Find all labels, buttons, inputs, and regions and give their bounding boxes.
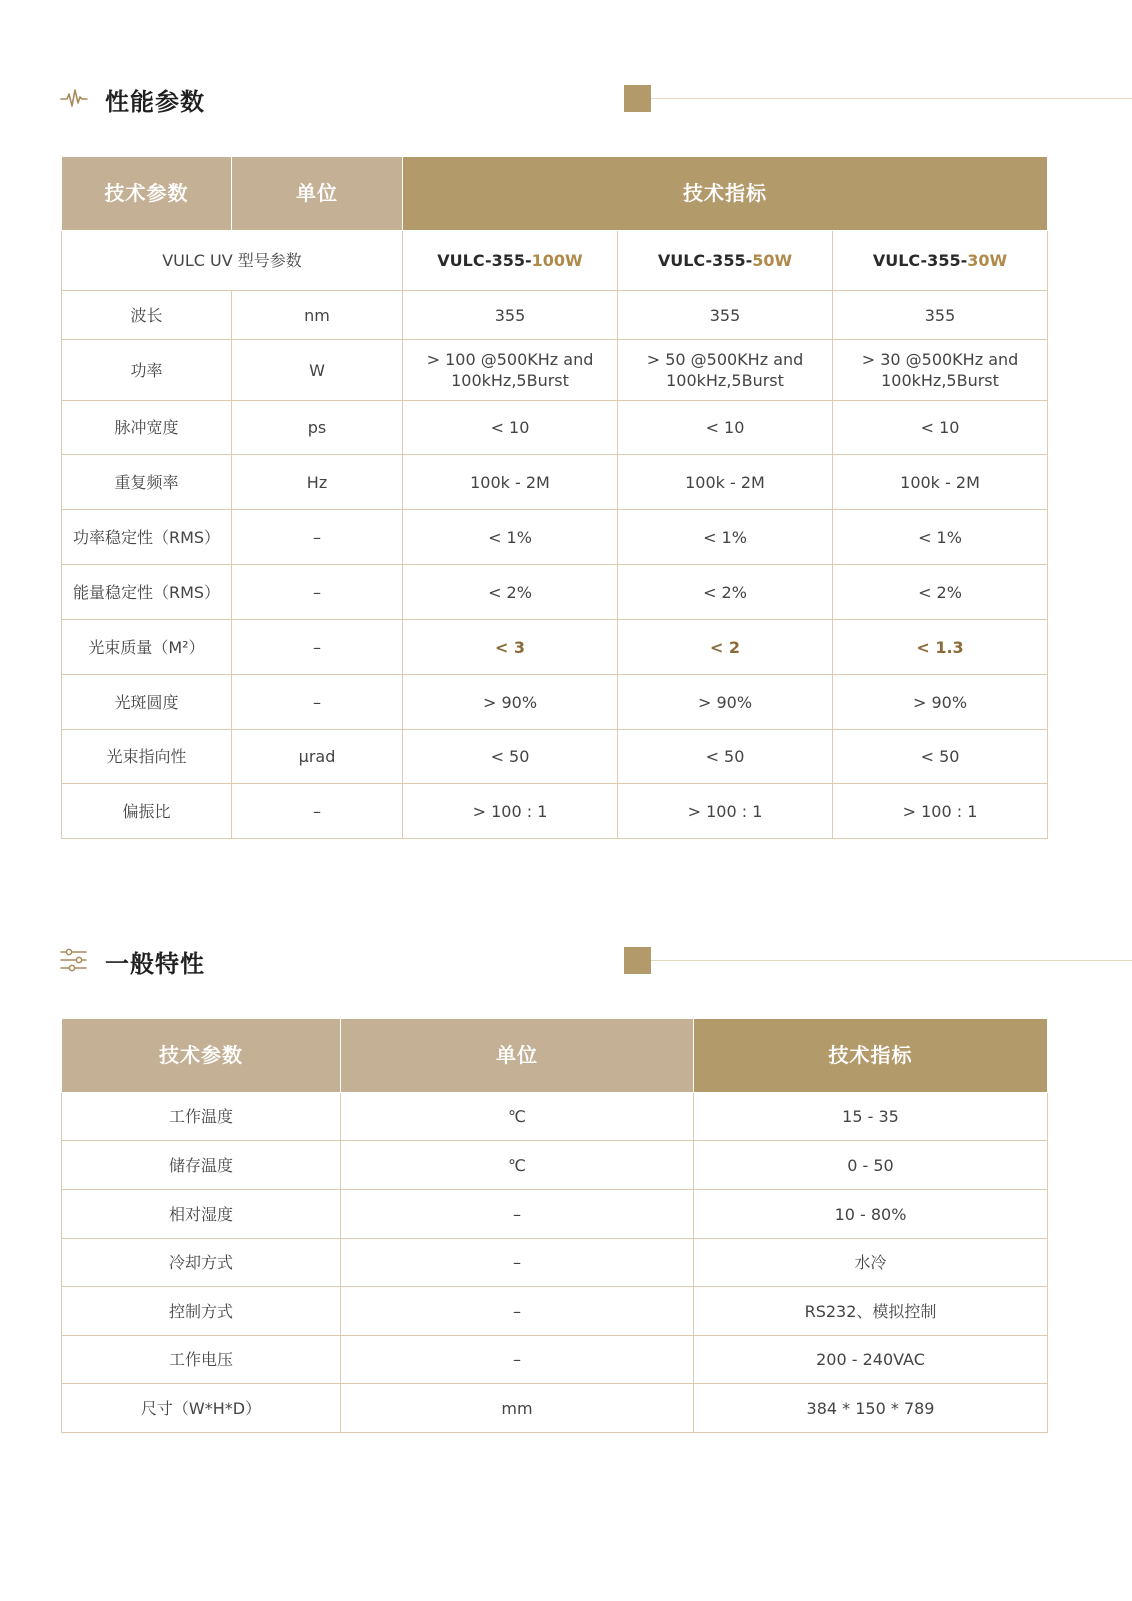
- performance-section-header: [60, 78, 1132, 118]
- table-row: [62, 620, 1048, 675]
- value-cell: > 100 : 1: [618, 784, 833, 839]
- value-cell: > 50 @500KHz and 100kHz,5Burst: [618, 340, 833, 401]
- unit-cell: ℃: [341, 1141, 694, 1190]
- value-cell: 100k - 2M: [833, 455, 1048, 510]
- unit-cell: –: [232, 510, 403, 565]
- value-cell: < 10: [403, 401, 618, 455]
- value-cell: < 50: [403, 730, 618, 784]
- table-row: [62, 1190, 1048, 1239]
- table-row: [62, 1336, 1048, 1384]
- header-spec: 技术指标: [694, 1019, 1048, 1093]
- value-cell: 15 - 35: [694, 1093, 1048, 1141]
- unit-cell: –: [232, 675, 403, 730]
- sliders-icon: [60, 948, 88, 972]
- unit-cell: Hz: [232, 455, 403, 510]
- header-param: 技术参数: [62, 1019, 341, 1093]
- table-row: [62, 510, 1048, 565]
- param-cell: 控制方式: [62, 1287, 341, 1336]
- table-row: [62, 1384, 1048, 1433]
- value-cell: RS232、模拟控制: [694, 1287, 1048, 1336]
- value-cell: 10 - 80%: [694, 1190, 1048, 1239]
- value-cell: < 10: [833, 401, 1048, 455]
- unit-cell: nm: [232, 291, 403, 340]
- table-row: [62, 455, 1048, 510]
- value-cell: 200 - 240VAC: [694, 1336, 1048, 1384]
- value-cell: 355: [618, 291, 833, 340]
- value-cell: < 50: [833, 730, 1048, 784]
- model-row-label: VULC UV 型号参数: [62, 231, 403, 291]
- value-cell: > 100 : 1: [403, 784, 618, 839]
- table-row: [62, 1093, 1048, 1141]
- decorative-rule: [651, 98, 1132, 99]
- table-row: [62, 675, 1048, 730]
- model-name: VULC-355-30W: [833, 231, 1048, 291]
- unit-cell: –: [232, 620, 403, 675]
- value-cell: > 90%: [833, 675, 1048, 730]
- table-row: [62, 340, 1048, 401]
- value-cell: < 1%: [403, 510, 618, 565]
- value-cell: 100k - 2M: [618, 455, 833, 510]
- waveform-icon: [60, 86, 88, 110]
- value-cell-highlight: < 3: [403, 620, 618, 675]
- general-table: [61, 1018, 1048, 1433]
- value-cell-highlight: < 2: [618, 620, 833, 675]
- value-cell: < 2%: [618, 565, 833, 620]
- param-cell: 光束质量（M²）: [62, 620, 232, 675]
- value-cell-highlight: < 1.3: [833, 620, 1048, 675]
- unit-cell: –: [341, 1190, 694, 1239]
- header-unit: 单位: [232, 157, 403, 231]
- value-cell: < 10: [618, 401, 833, 455]
- unit-cell: –: [232, 784, 403, 839]
- value-cell: > 90%: [618, 675, 833, 730]
- header-spec: 技术指标: [403, 157, 1048, 231]
- model-name: VULC-355-100W: [403, 231, 618, 291]
- param-cell: 储存温度: [62, 1141, 341, 1190]
- unit-cell: ps: [232, 401, 403, 455]
- value-cell: < 1%: [833, 510, 1048, 565]
- table-row: [62, 1141, 1048, 1190]
- value-cell: 384 * 150 * 789: [694, 1384, 1048, 1433]
- unit-cell: μrad: [232, 730, 403, 784]
- value-cell: > 100 : 1: [833, 784, 1048, 839]
- unit-cell: –: [232, 565, 403, 620]
- unit-cell: –: [341, 1336, 694, 1384]
- value-cell: < 2%: [833, 565, 1048, 620]
- decorative-square: [624, 85, 651, 112]
- table-header-row: [62, 157, 1048, 231]
- table-header-row: [62, 1019, 1048, 1093]
- param-cell: 脉冲宽度: [62, 401, 232, 455]
- param-cell: 尺寸（W*H*D）: [62, 1384, 341, 1433]
- header-unit: 单位: [341, 1019, 694, 1093]
- param-cell: 工作温度: [62, 1093, 341, 1141]
- performance-table: [61, 156, 1048, 839]
- value-cell: 0 - 50: [694, 1141, 1048, 1190]
- table-row: [62, 1287, 1048, 1336]
- model-row: [62, 231, 1048, 291]
- param-cell: 光斑圆度: [62, 675, 232, 730]
- value-cell: > 30 @500KHz and 100kHz,5Burst: [833, 340, 1048, 401]
- param-cell: 波长: [62, 291, 232, 340]
- value-cell: 水冷: [694, 1239, 1048, 1287]
- value-cell: 100k - 2M: [403, 455, 618, 510]
- decorative-rule: [651, 960, 1132, 961]
- value-cell: < 1%: [618, 510, 833, 565]
- unit-cell: ℃: [341, 1093, 694, 1141]
- table-row: [62, 1239, 1048, 1287]
- param-cell: 偏振比: [62, 784, 232, 839]
- value-cell: > 100 @500KHz and 100kHz,5Burst: [403, 340, 618, 401]
- param-cell: 重复频率: [62, 455, 232, 510]
- param-cell: 能量稳定性（RMS）: [62, 565, 232, 620]
- header-param: 技术参数: [62, 157, 232, 231]
- value-cell: 355: [833, 291, 1048, 340]
- param-cell: 功率: [62, 340, 232, 401]
- value-cell: 355: [403, 291, 618, 340]
- model-name: VULC-355-50W: [618, 231, 833, 291]
- table-row: [62, 291, 1048, 340]
- param-cell: 光束指向性: [62, 730, 232, 784]
- table-row: [62, 784, 1048, 839]
- table-row: [62, 565, 1048, 620]
- table-row: [62, 401, 1048, 455]
- decorative-square: [624, 947, 651, 974]
- unit-cell: –: [341, 1239, 694, 1287]
- value-cell: < 50: [618, 730, 833, 784]
- table-row: [62, 730, 1048, 784]
- param-cell: 相对湿度: [62, 1190, 341, 1239]
- param-cell: 功率稳定性（RMS）: [62, 510, 232, 565]
- value-cell: > 90%: [403, 675, 618, 730]
- unit-cell: W: [232, 340, 403, 401]
- general-section-header: [60, 940, 1132, 980]
- unit-cell: –: [341, 1287, 694, 1336]
- param-cell: 工作电压: [62, 1336, 341, 1384]
- value-cell: < 2%: [403, 565, 618, 620]
- section-title: 一般特性: [105, 950, 205, 978]
- unit-cell: mm: [341, 1384, 694, 1433]
- section-title: 性能参数: [105, 88, 205, 116]
- param-cell: 冷却方式: [62, 1239, 341, 1287]
